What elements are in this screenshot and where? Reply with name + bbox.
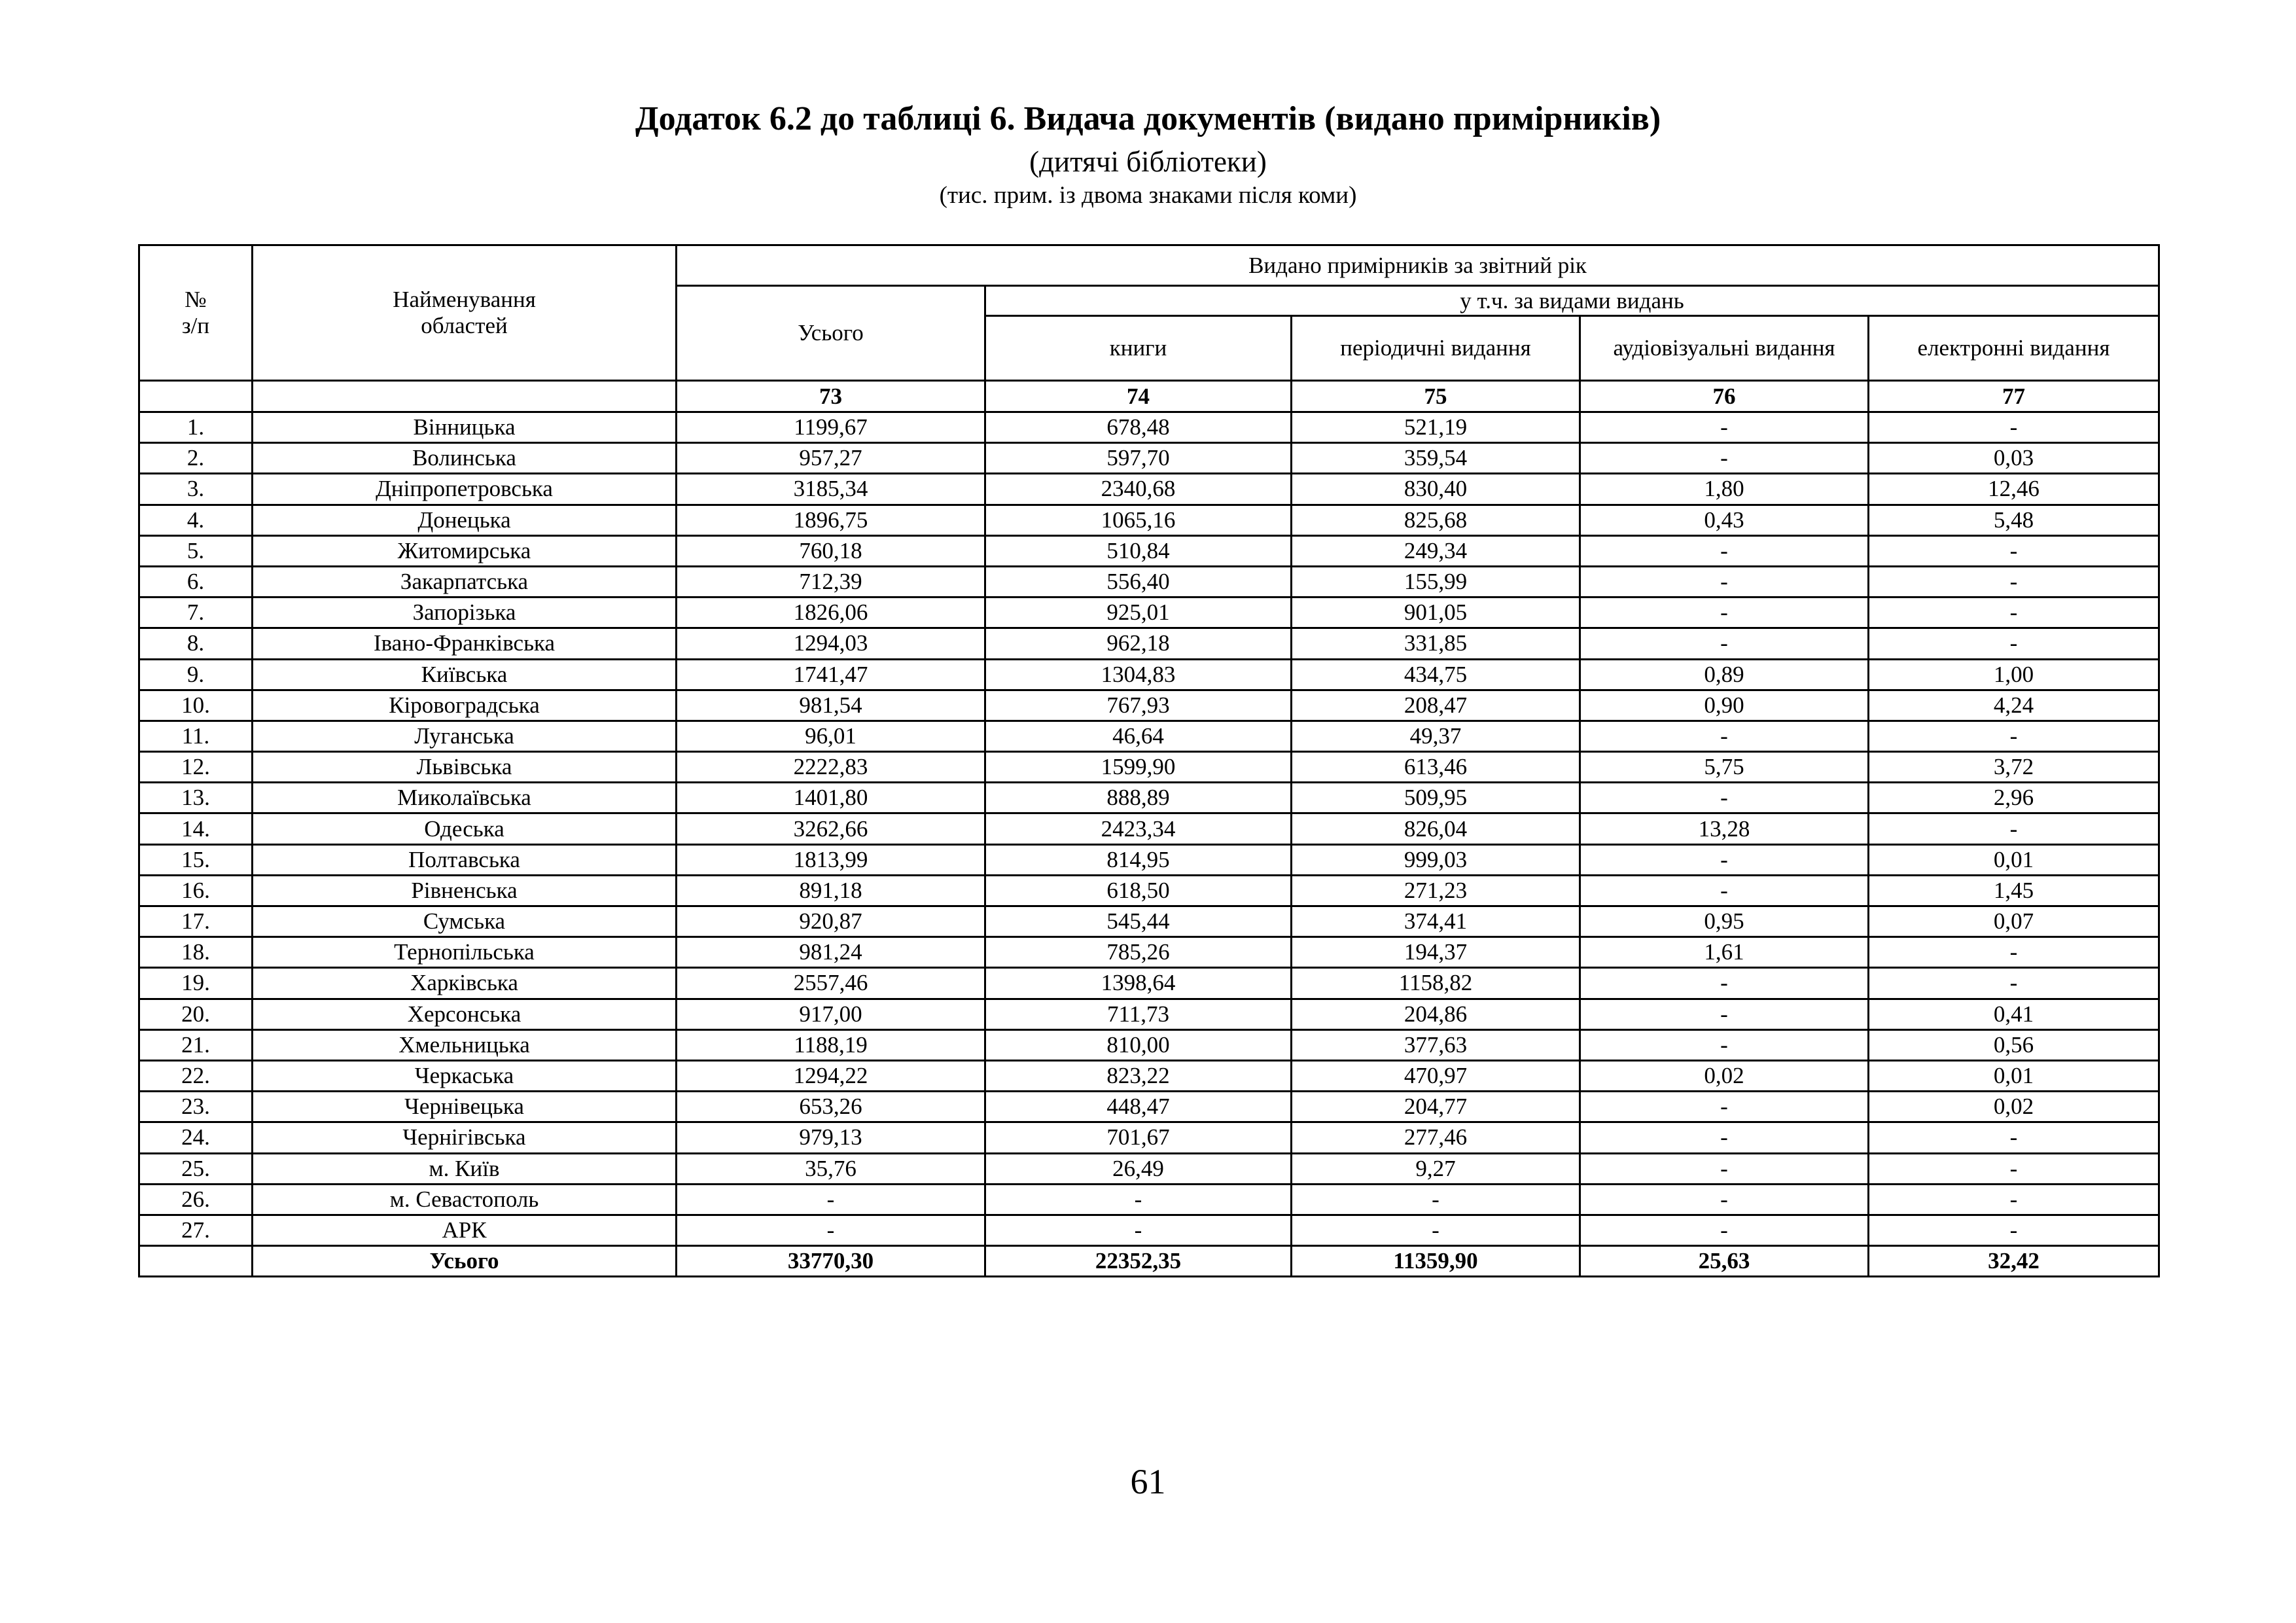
total-cell-electronic: 32,42 — [1869, 1246, 2159, 1277]
cell-audiovisual: 0,02 — [1580, 1060, 1869, 1091]
cell-total: 1294,03 — [677, 628, 985, 659]
region-name: Луганська — [253, 721, 677, 751]
cell-electronic: - — [1869, 535, 2159, 566]
cell-periodicals: 194,37 — [1292, 937, 1580, 968]
cell-electronic: 1,00 — [1869, 659, 2159, 690]
total-cell-books: 22352,35 — [985, 1246, 1292, 1277]
region-name: Львівська — [253, 752, 677, 783]
region-name: Сумська — [253, 906, 677, 937]
region-name: Дніпропетровська — [253, 474, 677, 505]
cell-audiovisual: - — [1580, 999, 1869, 1029]
cell-periodicals: 249,34 — [1292, 535, 1580, 566]
cell-electronic: - — [1869, 412, 2159, 443]
table-row — [139, 1060, 2159, 1091]
total-row — [139, 1246, 2159, 1277]
cell-electronic: 12,46 — [1869, 474, 2159, 505]
region-name: Вінницька — [253, 412, 677, 443]
cell-books: 618,50 — [985, 875, 1292, 906]
header-region-line2: областей — [421, 313, 508, 338]
table-row — [139, 659, 2159, 690]
cell-books: 2340,68 — [985, 474, 1292, 505]
cell-books: 2423,34 — [985, 813, 1292, 844]
cell-periodicals: - — [1292, 1184, 1580, 1215]
column-code: 77 — [1869, 381, 2159, 412]
header-electronic: електронні видання — [1869, 316, 2159, 381]
total-cell-periodicals: 11359,90 — [1292, 1246, 1580, 1277]
document-subtitle: (дитячі бібліотеки) — [1029, 145, 1267, 178]
cell-audiovisual: - — [1580, 721, 1869, 751]
cell-total: 957,27 — [677, 443, 985, 474]
cell-periodicals: 1158,82 — [1292, 968, 1580, 999]
row-number: 3. — [139, 474, 253, 505]
cell-books: 810,00 — [985, 1029, 1292, 1060]
cell-total: 1199,67 — [677, 412, 985, 443]
table-row — [139, 1153, 2159, 1184]
cell-audiovisual: 0,90 — [1580, 690, 1869, 721]
cell-audiovisual: 0,43 — [1580, 505, 1869, 535]
table-row — [139, 721, 2159, 751]
cell-electronic: 0,07 — [1869, 906, 2159, 937]
table-footer — [139, 1246, 2159, 1277]
table-body — [139, 412, 2159, 1246]
row-number: 10. — [139, 690, 253, 721]
column-code-blank — [253, 381, 677, 412]
cell-books: 925,01 — [985, 597, 1292, 628]
row-number: 4. — [139, 505, 253, 535]
region-name: Київська — [253, 659, 677, 690]
table-row — [139, 443, 2159, 474]
cell-periodicals: 204,86 — [1292, 999, 1580, 1029]
region-name: Хмельницька — [253, 1029, 677, 1060]
region-name: Полтавська — [253, 844, 677, 875]
cell-periodicals: 155,99 — [1292, 566, 1580, 597]
table-row — [139, 968, 2159, 999]
cell-electronic: 3,72 — [1869, 752, 2159, 783]
cell-periodicals: 434,75 — [1292, 659, 1580, 690]
cell-audiovisual: - — [1580, 844, 1869, 875]
cell-electronic: 0,01 — [1869, 1060, 2159, 1091]
cell-books: 510,84 — [985, 535, 1292, 566]
table-row — [139, 566, 2159, 597]
row-number: 23. — [139, 1092, 253, 1122]
cell-total: 920,87 — [677, 906, 985, 937]
total-row-label: Усього — [253, 1246, 677, 1277]
cell-electronic: 0,01 — [1869, 844, 2159, 875]
cell-books: 556,40 — [985, 566, 1292, 597]
cell-books: 814,95 — [985, 844, 1292, 875]
region-name: Харківська — [253, 968, 677, 999]
cell-audiovisual: - — [1580, 628, 1869, 659]
cell-total: 1294,22 — [677, 1060, 985, 1091]
row-number: 16. — [139, 875, 253, 906]
table-row — [139, 999, 2159, 1029]
cell-total: 1741,47 — [677, 659, 985, 690]
row-number: 1. — [139, 412, 253, 443]
cell-electronic: - — [1869, 813, 2159, 844]
cell-total: 981,24 — [677, 937, 985, 968]
header-region-name — [253, 245, 677, 381]
cell-audiovisual: - — [1580, 1184, 1869, 1215]
cell-total: 2557,46 — [677, 968, 985, 999]
region-name: Житомирська — [253, 535, 677, 566]
table-row — [139, 1029, 2159, 1060]
header-number-line1: № — [185, 287, 207, 312]
cell-electronic: 0,03 — [1869, 443, 2159, 474]
row-number: 24. — [139, 1122, 253, 1153]
cell-audiovisual: 0,95 — [1580, 906, 1869, 937]
cell-periodicals: 830,40 — [1292, 474, 1580, 505]
cell-electronic: - — [1869, 1122, 2159, 1153]
cell-books: 545,44 — [985, 906, 1292, 937]
cell-electronic: 5,48 — [1869, 505, 2159, 535]
document-loans-table — [138, 244, 2160, 1277]
page-number: 61 — [1130, 1462, 1166, 1501]
cell-electronic: - — [1869, 566, 2159, 597]
cell-books: 962,18 — [985, 628, 1292, 659]
cell-audiovisual: - — [1580, 1215, 1869, 1245]
table-row — [139, 1092, 2159, 1122]
cell-electronic: - — [1869, 628, 2159, 659]
cell-books: 1599,90 — [985, 752, 1292, 783]
cell-audiovisual: 0,89 — [1580, 659, 1869, 690]
cell-books: 678,48 — [985, 412, 1292, 443]
cell-total: 917,00 — [677, 999, 985, 1029]
region-name: Чернігівська — [253, 1122, 677, 1153]
cell-audiovisual: 13,28 — [1580, 813, 1869, 844]
cell-total: 35,76 — [677, 1153, 985, 1184]
row-number: 2. — [139, 443, 253, 474]
column-codes-row — [139, 381, 2159, 412]
cell-periodicals: 509,95 — [1292, 783, 1580, 813]
region-name: Чернівецька — [253, 1092, 677, 1122]
row-number: 26. — [139, 1184, 253, 1215]
cell-periodicals: 331,85 — [1292, 628, 1580, 659]
header-total: Усього — [677, 286, 985, 381]
cell-electronic: 1,45 — [1869, 875, 2159, 906]
cell-books: 888,89 — [985, 783, 1292, 813]
cell-periodicals: 901,05 — [1292, 597, 1580, 628]
cell-books: 785,26 — [985, 937, 1292, 968]
cell-books: 26,49 — [985, 1153, 1292, 1184]
region-name: Одеська — [253, 813, 677, 844]
cell-electronic: - — [1869, 1215, 2159, 1245]
region-name: Миколаївська — [253, 783, 677, 813]
table-row — [139, 844, 2159, 875]
region-name: Івано-Франківська — [253, 628, 677, 659]
cell-audiovisual: - — [1580, 968, 1869, 999]
header-issued-group: Видано примірників за звітний рік — [677, 245, 2159, 286]
cell-audiovisual: 1,80 — [1580, 474, 1869, 505]
cell-periodicals: 359,54 — [1292, 443, 1580, 474]
cell-periodicals: 208,47 — [1292, 690, 1580, 721]
row-number: 5. — [139, 535, 253, 566]
cell-books: 448,47 — [985, 1092, 1292, 1122]
cell-total: 712,39 — [677, 566, 985, 597]
cell-total: 3185,34 — [677, 474, 985, 505]
cell-audiovisual: - — [1580, 875, 1869, 906]
row-number: 17. — [139, 906, 253, 937]
cell-electronic: 2,96 — [1869, 783, 2159, 813]
region-name: Волинська — [253, 443, 677, 474]
table-row — [139, 937, 2159, 968]
column-code: 75 — [1292, 381, 1580, 412]
total-cell-audiovisual: 25,63 — [1580, 1246, 1869, 1277]
row-number: 18. — [139, 937, 253, 968]
cell-electronic: - — [1869, 1153, 2159, 1184]
cell-electronic: 0,41 — [1869, 999, 2159, 1029]
cell-total: 1401,80 — [677, 783, 985, 813]
cell-periodicals: 521,19 — [1292, 412, 1580, 443]
cell-periodicals: 9,27 — [1292, 1153, 1580, 1184]
cell-total: 891,18 — [677, 875, 985, 906]
cell-total: - — [677, 1184, 985, 1215]
row-number: 12. — [139, 752, 253, 783]
region-name: Запорізька — [253, 597, 677, 628]
cell-audiovisual: - — [1580, 1153, 1869, 1184]
cell-total: 1896,75 — [677, 505, 985, 535]
table-row — [139, 813, 2159, 844]
row-number: 20. — [139, 999, 253, 1029]
cell-total: 981,54 — [677, 690, 985, 721]
cell-electronic: - — [1869, 937, 2159, 968]
cell-books: 597,70 — [985, 443, 1292, 474]
row-number: 21. — [139, 1029, 253, 1060]
region-name: АРК — [253, 1215, 677, 1245]
header-number-line2: з/п — [181, 313, 210, 338]
cell-electronic: - — [1869, 968, 2159, 999]
region-name: Донецька — [253, 505, 677, 535]
table-row — [139, 628, 2159, 659]
cell-total: 653,26 — [677, 1092, 985, 1122]
header-number — [139, 245, 253, 381]
cell-electronic: 0,02 — [1869, 1092, 2159, 1122]
cell-periodicals: 271,23 — [1292, 875, 1580, 906]
table-row — [139, 535, 2159, 566]
row-number: 22. — [139, 1060, 253, 1091]
cell-books: 1398,64 — [985, 968, 1292, 999]
region-name: Рівненська — [253, 875, 677, 906]
cell-audiovisual: - — [1580, 1122, 1869, 1153]
cell-electronic: 0,56 — [1869, 1029, 2159, 1060]
cell-periodicals: 999,03 — [1292, 844, 1580, 875]
cell-books: 1304,83 — [985, 659, 1292, 690]
column-code-blank — [139, 381, 253, 412]
cell-electronic: - — [1869, 721, 2159, 751]
table-row — [139, 1215, 2159, 1245]
row-number: 11. — [139, 721, 253, 751]
cell-audiovisual: - — [1580, 535, 1869, 566]
cell-audiovisual: - — [1580, 566, 1869, 597]
header-books: книги — [985, 316, 1292, 381]
row-number: 27. — [139, 1215, 253, 1245]
cell-total: 1188,19 — [677, 1029, 985, 1060]
table-row — [139, 505, 2159, 535]
row-number: 8. — [139, 628, 253, 659]
cell-books: 711,73 — [985, 999, 1292, 1029]
cell-periodicals: 277,46 — [1292, 1122, 1580, 1153]
table-row — [139, 783, 2159, 813]
document-title: Додаток 6.2 до таблиці 6. Видача документів (видано примірників) — [635, 100, 1661, 137]
cell-books: 767,93 — [985, 690, 1292, 721]
cell-books: - — [985, 1215, 1292, 1245]
cell-total: 2222,83 — [677, 752, 985, 783]
header-by-type-group: у т.ч. за видами видань — [985, 286, 2159, 316]
cell-audiovisual: - — [1580, 412, 1869, 443]
cell-total: - — [677, 1215, 985, 1245]
cell-periodicals: 49,37 — [1292, 721, 1580, 751]
column-code: 73 — [677, 381, 985, 412]
cell-electronic: 4,24 — [1869, 690, 2159, 721]
cell-audiovisual: - — [1580, 783, 1869, 813]
cell-electronic: - — [1869, 1184, 2159, 1215]
row-number: 9. — [139, 659, 253, 690]
cell-books: 1065,16 — [985, 505, 1292, 535]
row-number: 19. — [139, 968, 253, 999]
region-name: м. Київ — [253, 1153, 677, 1184]
cell-electronic: - — [1869, 597, 2159, 628]
cell-periodicals: - — [1292, 1215, 1580, 1245]
cell-periodicals: 377,63 — [1292, 1029, 1580, 1060]
cell-books: - — [985, 1184, 1292, 1215]
region-name: Херсонська — [253, 999, 677, 1029]
unit-note: (тис. прим. із двома знаками після коми) — [939, 182, 1357, 209]
row-number: 7. — [139, 597, 253, 628]
table-row — [139, 474, 2159, 505]
region-name: Тернопільська — [253, 937, 677, 968]
cell-total: 1826,06 — [677, 597, 985, 628]
cell-audiovisual: 1,61 — [1580, 937, 1869, 968]
cell-total: 96,01 — [677, 721, 985, 751]
cell-periodicals: 470,97 — [1292, 1060, 1580, 1091]
cell-books: 46,64 — [985, 721, 1292, 751]
cell-periodicals: 826,04 — [1292, 813, 1580, 844]
region-name: Черкаська — [253, 1060, 677, 1091]
table-header — [139, 245, 2159, 412]
row-number: 25. — [139, 1153, 253, 1184]
column-code: 74 — [985, 381, 1292, 412]
header-audiovisual: аудіовізуальні видання — [1580, 316, 1869, 381]
total-cell-all: 33770,30 — [677, 1246, 985, 1277]
table-row — [139, 875, 2159, 906]
row-number: 14. — [139, 813, 253, 844]
header-periodicals: періодичні видання — [1292, 316, 1580, 381]
table-row — [139, 752, 2159, 783]
cell-periodicals: 204,77 — [1292, 1092, 1580, 1122]
region-name: Закарпатська — [253, 566, 677, 597]
table-row — [139, 1184, 2159, 1215]
cell-books: 823,22 — [985, 1060, 1292, 1091]
cell-books: 701,67 — [985, 1122, 1292, 1153]
table-row — [139, 597, 2159, 628]
row-number: 15. — [139, 844, 253, 875]
cell-audiovisual: 5,75 — [1580, 752, 1869, 783]
row-number: 6. — [139, 566, 253, 597]
column-code: 76 — [1580, 381, 1869, 412]
table-row — [139, 412, 2159, 443]
cell-periodicals: 613,46 — [1292, 752, 1580, 783]
cell-periodicals: 825,68 — [1292, 505, 1580, 535]
region-name: м. Севастополь — [253, 1184, 677, 1215]
table-row — [139, 1122, 2159, 1153]
total-row-blank — [139, 1246, 253, 1277]
cell-periodicals: 374,41 — [1292, 906, 1580, 937]
cell-total: 979,13 — [677, 1122, 985, 1153]
region-name: Кіровоградська — [253, 690, 677, 721]
cell-audiovisual: - — [1580, 443, 1869, 474]
table-row — [139, 906, 2159, 937]
cell-audiovisual: - — [1580, 597, 1869, 628]
header-region-line1: Найменування — [393, 287, 536, 312]
cell-audiovisual: - — [1580, 1029, 1869, 1060]
cell-total: 760,18 — [677, 535, 985, 566]
cell-audiovisual: - — [1580, 1092, 1869, 1122]
table-row — [139, 690, 2159, 721]
cell-total: 3262,66 — [677, 813, 985, 844]
row-number: 13. — [139, 783, 253, 813]
cell-total: 1813,99 — [677, 844, 985, 875]
